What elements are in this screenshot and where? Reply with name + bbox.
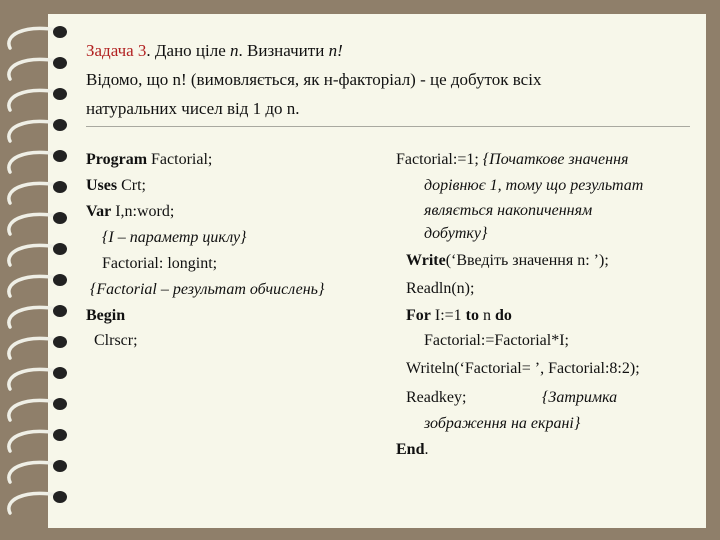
spiral-ring — [9, 245, 58, 265]
punch-hole — [53, 491, 67, 503]
punch-hole — [53, 26, 67, 38]
punch-hole — [53, 181, 67, 193]
punch-hole — [53, 274, 67, 286]
code-line: Writeln(‘Factorial= ’, Factorial:8:2); — [406, 360, 640, 377]
code-comment: {Factorial – результат обчислень} — [90, 281, 325, 298]
task-title-line: Задача 3. Дано ціле n. Визначити n! — [86, 41, 343, 60]
punch-hole — [53, 119, 67, 131]
code-line: For I:=1 to n do — [406, 307, 512, 324]
spiral-ring — [9, 28, 58, 48]
punch-hole — [53, 398, 67, 410]
punch-hole — [53, 367, 67, 379]
code-line: Factorial: longint; — [102, 255, 218, 272]
divider — [86, 126, 690, 127]
punch-hole — [53, 243, 67, 255]
code-comment: являється накопиченням — [424, 202, 593, 219]
task-description-line-1: Відомо, що n! (вимовляється, як н-факторіал) - це добуток всіх — [86, 70, 542, 89]
spiral-ring — [9, 462, 58, 482]
spiral-ring — [9, 90, 58, 110]
code-line: Clrscr; — [94, 332, 138, 349]
code-comment: {I – параметр циклу} — [102, 229, 247, 246]
code-line: Factorial:=1; {Початкове значення — [396, 151, 629, 168]
code-line: Begin — [86, 307, 126, 324]
spiral-ring — [9, 121, 58, 141]
code-line: End. — [396, 441, 429, 458]
spiral-ring — [9, 152, 58, 172]
code-line: Var I,n:word; — [86, 203, 175, 220]
spiral-ring — [9, 400, 58, 420]
spiral-ring — [9, 307, 58, 327]
punch-hole — [53, 336, 67, 348]
punch-hole — [53, 57, 67, 69]
spiral-ring — [9, 369, 58, 389]
spiral-ring — [9, 276, 58, 296]
code-line: Program Factorial; — [86, 151, 213, 168]
spiral-ring — [9, 431, 58, 451]
code-comment: добутку} — [424, 225, 488, 242]
task-description-line-2: натуральних чисел від 1 до n. — [86, 99, 300, 118]
punch-hole — [53, 150, 67, 162]
code-line: Factorial:=Factorial*I; — [424, 332, 569, 349]
code-line: Readkey; — [406, 389, 467, 406]
punch-hole — [53, 460, 67, 472]
spiral-ring — [9, 338, 58, 358]
punch-hole — [53, 305, 67, 317]
task-label: Задача 3 — [86, 41, 147, 60]
spiral-ring — [9, 183, 58, 203]
spiral-ring — [9, 59, 58, 79]
spiral-ring — [9, 493, 58, 513]
code-comment: дорівнює 1, тому що результат — [424, 177, 644, 194]
punch-hole — [53, 212, 67, 224]
spiral-binding-icon — [0, 0, 90, 540]
spiral-ring — [9, 214, 58, 234]
punch-hole — [53, 429, 67, 441]
code-comment: {Затримка — [542, 389, 618, 406]
code-line: Uses Crt; — [86, 177, 146, 194]
punch-hole — [53, 88, 67, 100]
code-line: Readln(n); — [406, 280, 475, 297]
code-comment: зображення на екрані} — [424, 415, 581, 432]
code-line: Write(‘Введіть значення n: ’); — [406, 252, 609, 269]
